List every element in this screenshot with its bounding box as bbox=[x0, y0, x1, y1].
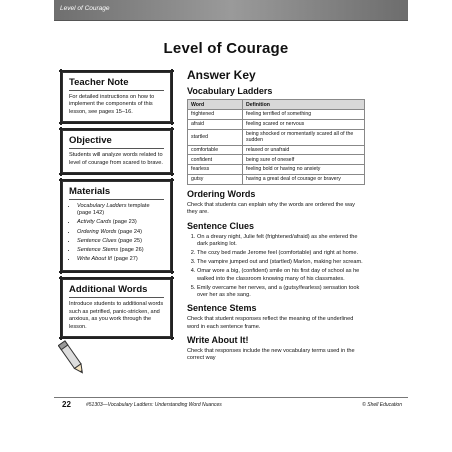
sentence-clues-heading: Sentence Clues bbox=[187, 220, 255, 231]
list-item: • Ordering Words (page 24) bbox=[77, 229, 164, 236]
materials-list bbox=[69, 203, 164, 263]
write-about-it-heading: Write About It! bbox=[187, 335, 249, 346]
pencil-icon bbox=[58, 338, 86, 378]
objective-box bbox=[62, 130, 171, 173]
vocab-ladders-heading: Vocabulary Ladders bbox=[187, 86, 273, 96]
sentence-clues-list bbox=[187, 234, 365, 300]
word-column-header: Word bbox=[188, 100, 243, 110]
list-item: 2. The cozy bed made Jerome feel (comfortable) and right at home. bbox=[197, 250, 365, 257]
book-title: #51303—Vocabulary Ladders: Understanding Word Nuances bbox=[86, 402, 222, 408]
publisher: © Shell Education bbox=[362, 402, 402, 408]
sentence-stems-heading: Sentence Stems bbox=[187, 303, 257, 314]
table-row: frightened feeling terrified of something bbox=[188, 110, 365, 120]
vocabulary-table bbox=[187, 99, 365, 185]
teacher-note-heading: Teacher Note bbox=[69, 77, 164, 91]
main-content bbox=[187, 68, 365, 365]
materials-heading: Materials bbox=[69, 186, 164, 200]
teacher-note-box bbox=[62, 72, 171, 122]
teacher-note-body: For detailed instructions on how to implement the components of this lesson, see pages 15–16. bbox=[69, 94, 155, 115]
answer-key-heading: Answer Key bbox=[187, 68, 256, 82]
table-row: startled being shocked or momentarily scared all of the sudden bbox=[188, 129, 365, 145]
page-title: Level of Courage bbox=[163, 40, 289, 57]
materials-box bbox=[62, 181, 171, 271]
page-number: 22 bbox=[62, 400, 71, 409]
sidebar bbox=[62, 72, 171, 345]
additional-words-heading: Additional Words bbox=[69, 284, 164, 298]
list-item: 5. Emily overcame her nerves, and a (gutsy/fearless) sensation took over her as she sang. bbox=[197, 285, 365, 299]
definition-column-header: Definition bbox=[243, 100, 365, 110]
table-row: confident being sure of oneself bbox=[188, 155, 365, 165]
running-title: Level of Courage bbox=[60, 5, 110, 12]
objective-body: Students will analyze words related to level of courage from scared to brave. bbox=[69, 152, 163, 166]
table-row: gutsy having a great deal of courage or bravery bbox=[188, 174, 365, 184]
list-item: • Write About It! (page 27) bbox=[77, 256, 164, 263]
list-item: • Sentence Clues (page 25) bbox=[77, 238, 164, 245]
objective-heading: Objective bbox=[69, 135, 164, 149]
list-item: • Sentence Stems (page 26) bbox=[77, 247, 164, 254]
table-row: fearless feeling bold or having no anxiety bbox=[188, 165, 365, 175]
ordering-words-heading: Ordering Words bbox=[187, 188, 256, 199]
additional-words-body: Introduce students to additional words such as petrified, panic-stricken, and anxious, as you work through the lesson. bbox=[69, 301, 164, 330]
list-item: 1. On a dreary night, Julie felt (frightened/afraid) as she entered the dark parking lot. bbox=[197, 234, 365, 248]
sentence-stems-body: Check that student responses reflect the meaning of the underlined word in each sentence frame. bbox=[187, 316, 354, 330]
write-about-it-body: Check that responses include the new vocabulary terms used in the correct way bbox=[187, 348, 355, 362]
table-row: afraid feeling scared or nervous bbox=[188, 119, 365, 129]
ordering-words-body: Check that students can explain why the words are ordered the way they are. bbox=[187, 201, 355, 216]
list-item: • Activity Cards (page 23) bbox=[77, 219, 164, 226]
additional-words-box bbox=[62, 279, 171, 337]
list-item: 3. The vampire jumped out and (startled) Marlon, making her scream. bbox=[197, 259, 365, 266]
running-header bbox=[54, 0, 408, 21]
table-row: comfortable relaxed or unafraid bbox=[188, 145, 365, 155]
list-item: 4. Omar wore a big, (confident) smile on his first day of school as he walked into the classroom knowing many of his classmates. bbox=[197, 268, 365, 282]
page-footer bbox=[54, 397, 408, 412]
table-header-row bbox=[188, 100, 365, 110]
list-item: • Vocabulary Ladders template (page 142) bbox=[77, 203, 164, 217]
